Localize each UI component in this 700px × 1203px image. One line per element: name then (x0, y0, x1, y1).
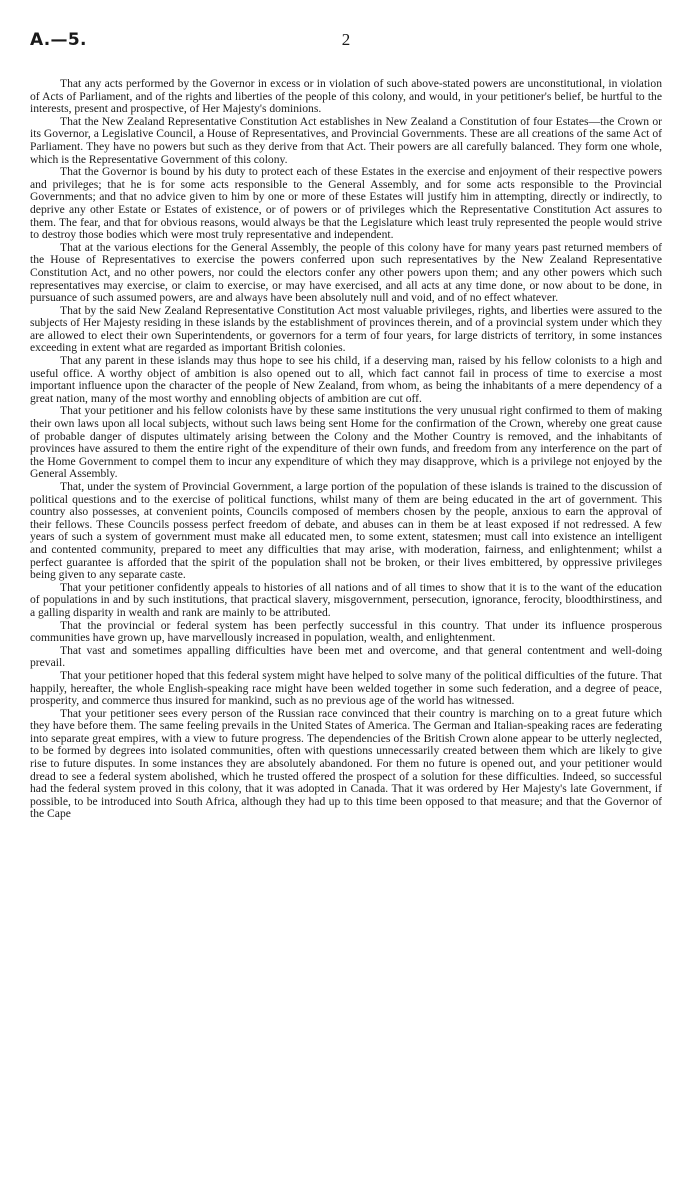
document-body (30, 78, 662, 821)
paragraph: That at the various elections for the General Assembly, the people of this colony have for many years past returned members of the House of Representatives to exercise the powers conferred upon such representatives by the New Zealand Representative Constitution Act, and no other powers, nor could the electors confer any other powers upon them; and any other powers which such representatives may exercise, or claim to exercise, or may have exercised, and all acts at any time done, or now about to be done, in pursuance of such assumed powers, are and always have been absolutely null and void, and of no effect whatever. (30, 240, 662, 305)
paragraph: That your petitioner confidently appeals to histories of all nations and of all times to show that it is to the want of the education of populations in and by such institutions, that practical slavery, misgovernment, persecution, ignorance, ferocity, bloodthirstiness, and a galling disparity in wealth and rank are mainly to be attributed. (30, 580, 662, 619)
paragraph: That your petitioner and his fellow colonists have by these same institutions the very unusual right confirmed to them of making their own laws upon all local subjects, without such laws being sent Home for the confirmation of the Crown, whereby one great cause of probable danger of disputes ultimately arising between the Colony and the Mother Country is removed, and the inhabitants of provinces have assured to them the entire right of the expenditure of their own funds, and freedom from any interference on the part of the Home Government to compel them to incur any expenditure of which they may disapprove, which is a privilege not enjoyed by the General Assembly. (30, 404, 662, 481)
paragraph: That your petitioner hoped that this federal system might have helped to solve many of the political difficulties of the future. That happily, hereafter, the whole English-speaking race might have been welded together in some such federation, and a degree of peace, prosperity, and commerce thus insured for mankind, such as no previous age of the world has witnessed. (30, 668, 662, 708)
paragraph: That the Governor is bound by his duty to protect each of these Estates in the exercise and enjoyment of their respective powers and privileges; that he is for some acts responsible to the General Assembly, and for some acts responsible to the Provincial Governments; and that no advice given to him by one or more of these Estates will justify him in attempting, directly or indirectly, to deprive any other Estate or Estates of existence, or of powers or of privileges which the Representative Constitution Act assures to them. The fear, and that for obvious reasons, would always be that the Legislature which least truly represented the people would strive to destroy those bodies which were most truly representative and independent. (30, 165, 662, 242)
document-page (30, 30, 662, 821)
paragraph: That, under the system of Provincial Government, a large portion of the population of these islands is trained to the discussion of political questions and to the exercise of political functions, whilst many of them are being educated in the art of government. This country also possesses, at convenient points, Councils composed of members chosen by the people, anxious to earn the approval of their fellows. These Councils possess perfect freedom of debate, and abuses can in them be at least exposed if not redressed. A few years of such a system of government must make all educated men, to some extent, statesmen; must call into existence an intelligent and contented community, prepared to meet any difficulties that may arise, with moderation, fairness, and enlightenment; whilst a perfect guarantee is afforded that the spirit of the population shall not be broken, or their lives embittered, by oppressive privileges being given to any separate caste. (30, 480, 662, 582)
paragraph: That any parent in these islands may thus hope to see his child, if a deserving man, raised by his fellow colonists to a high and useful office. A worthy object of ambition is also opened out to all, which fact cannot fail in process of time to exercise a most important influence upon the character of the people of New Zealand, from whom, as being the inhabitants of a mere dependency of a great nation, many of the most worthy and ennobling objects of ambition are cut off. (30, 354, 662, 405)
paragraph: That the provincial or federal system has been perfectly successful in this country. That under its influence prosperous communities have grown up, have marvellously increased in population, wealth, and enlightenment. (30, 618, 662, 645)
paragraph: That vast and sometimes appalling difficulties have been met and overcome, and that general contentment and well-doing prevail. (30, 643, 662, 670)
paragraph: That the New Zealand Representative Constitution Act establishes in New Zealand a Constitution of four Estates—the Crown or its Governor, a Legislative Council, a House of Representatives, and Provincial Governments. These are all creations of the same Act of Parliament. They have no powers but such as they derive from that Act. Their powers are all carefully balanced. They form one whole, which is the Representative Government of this colony. (30, 114, 662, 166)
page-number: 2 (341, 30, 351, 49)
paragraph: That by the said New Zealand Representative Constitution Act most valuable privileges, rights, and liberties were assured to the subjects of Her Majesty residing in these islands by the establishment of provinces therein, and of a provincial system under which they are allowed to elect their own Superintendents, or governors for a term of four years, for large districts of territory, in some instances exceeding in extent what are regarded as important British colonies. (30, 303, 662, 355)
document-reference: A.—5. (30, 30, 87, 50)
paragraph: That your petitioner sees every person of the Russian race convinced that their country is marching on to a great future which they have before them. The same feeling prevails in the United States of America. The German and Italian-speaking races are federating into separate great empires, with a view to future progress. The dependencies of the British Crown alone appear to be utterly neglected, to be formed by degrees into isolated communities, often with questions unnecessarily created between them which are likely to give rise to future disputes. In some instances they are absolutely abandoned. For them no future is opened out, and your petitioner would dread to see a federal system abolished, which he trusted offered the prospect of a solution for these difficulties. Indeed, so successful had the federal system proved in this colony, that it was adopted in Canada. That it was ordered by Her Majesty's late Government, if possible, to be introduced into South Africa, although they had up to this time been opposed to that measure; and that the Governor of the Cape (30, 706, 662, 821)
page-header (30, 30, 662, 60)
paragraph: That any acts performed by the Governor in excess or in violation of such above-stated powers are unconstitutional, in violation of Acts of Parliament, and of the rights and liberties of the people of this colony, and would, in your petitioner's belief, be hurtful to the interests, present and prospective, of Her Majesty's dominions. (30, 77, 662, 116)
